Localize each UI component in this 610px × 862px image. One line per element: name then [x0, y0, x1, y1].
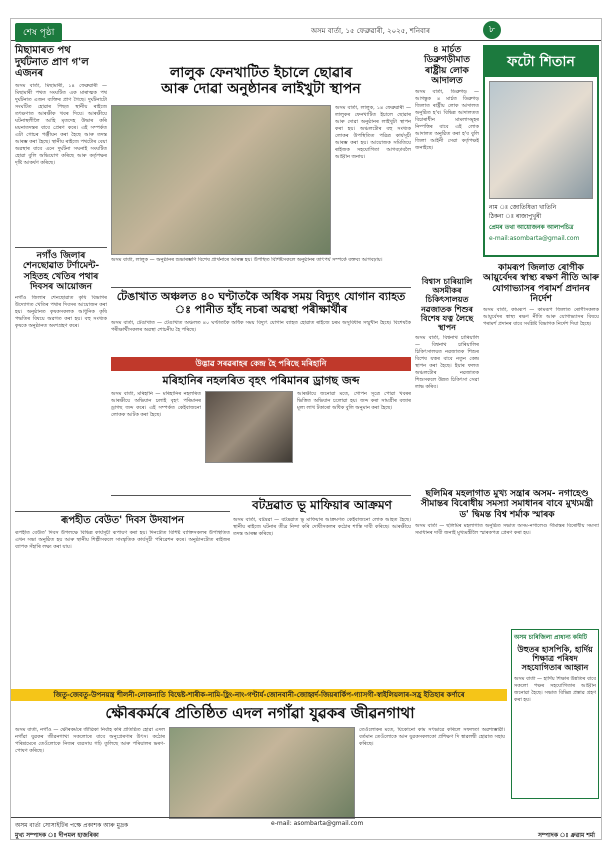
footer-line-1: অসম বাৰ্তা সোসাইটিৰ পক্ষে প্ৰকাশক আৰু মুদ্ৰক — [15, 822, 129, 829]
bottom-body-1: অসম বাৰ্তা, নগাঁও — ক্ষৌৰকৰ্মৰে জীৱিকা নিৰ্বাহ কৰি প্ৰতিষ্ঠিত হোৱা এদল নগাঁৱা যুৱকৰ জীৱনগাথা সকলোৰে বাবে অনুপ্ৰেৰণাৰ উৎস। কঠোৰ পৰিশ্ৰমেৰে তেওঁলোকে নিজৰ ব্যৱসায় গঢ়ি তুলিছে আৰু পৰিয়ালৰ ভৰণ-পোষণ কৰিছে। — [15, 727, 165, 754]
drug-story — [111, 375, 411, 388]
page-header — [11, 19, 601, 41]
lead-body: অসম বাৰ্তা, লালুক, ১৪ ফেব্ৰুৱাৰী — লালুকৰ ফেনখাটিত ইচালে ছোৱাৰ আৰু দোৱা অনুষ্ঠানৰ লাইখুটা স্থাপন কৰা হয়। অঞ্চলটোৰ বহু সংখ্যক লোকৰ উপস্থিতিত পৱিত্ৰ কাৰ্যসূচী আৰম্ভ কৰা হয়। আয়োজক সমিতিয়ে ৰাইজক সহযোগিতা আগবঢ়াবলৈ আহ্বান জনায়। — [335, 105, 411, 160]
ad-email[interactable]: e-mail:asombarta@gmail.com — [489, 235, 580, 242]
bottom-photo — [169, 727, 355, 819]
footer-line-3: সম্পাদক ঃ ধ্ৰুৱাম শৰ্মা — [538, 832, 595, 839]
lead-continuation: অসম বাৰ্তা, লালুক — অনুষ্ঠানৰ শুভাৰম্ভণি বিশেষ প্ৰাৰ্থনাৰে আৰম্ভ হয়। উপস্থিত বিশিষ্টসকলে অনুষ্ঠানৰ তাৎপৰ্য সম্পৰ্কে বক্তব্য আগবঢ়ায়। — [111, 257, 383, 263]
ad-info — [489, 203, 593, 243]
left-headline-3: ৰূপহীত বেউত' দিবস উদযাপন — [61, 515, 184, 526]
land-headline: বটদ্ৰৱাত ভূ মাফিয়াৰ আক্ৰমণ — [252, 498, 392, 512]
right-story-2: বিশ্বাস চাৰিয়ালি অসমীকৰ চিকিৎসালয়ত নৱজাতক শিশুৰ বিশেষ যত্ন লৈছে স্থাপন অসম বাৰ্তা, বিশ্বনাথ চাৰিয়ালি — বিশ্বনাথ চাৰিয়ালিৰ চিকিৎসালয়ত নৱজাতক শিশুৰ বিশেষ যত্নৰ বাবে নতুন কেন্দ্ৰ স্থাপন কৰা হৈছে। ইয়াৰ ফলত অঞ্চলটোৰ নৱজাতক শিশুসকলে উন্নত চিকিৎসা সেৱা লাভ কৰিব। — [415, 276, 479, 391]
left-column — [15, 45, 107, 253]
footer-email[interactable]: e-mail: asombarta@gmail.com — [271, 820, 364, 827]
right-headline-1: কামৰূপ জিলাত ৰোগীক আয়ুৰ্বেদৰ স্বাস্থ্য ৰক্ষণ নীতি আৰু যোগাভ্যাসৰ পৰামৰ্শ প্ৰদানৰ নিৰ্দেশ — [483, 263, 599, 305]
bottom-body-2: তেওঁলোকৰ মতে, যিকোনো কাম সৎভাৱে কৰিলে সফলতা অৱশ্যম্ভাৱী। বৰ্তমান তেওঁলোকে আন যুৱকসকলকো প্ৰশিক্ষণ দি স্বাৱলম্বী হোৱাত সহায় কৰিছে। — [359, 727, 505, 747]
ad-portrait — [489, 81, 593, 199]
ad-name-2: ঠিকনা ঃ ৰাজাপুখুৰী — [489, 213, 542, 220]
page-number: ৮ — [483, 21, 501, 39]
right-headline-2: বিশ্বাস চাৰিয়ালি অসমীকৰ চিকিৎসালয়ত নৱজাতক শিশুৰ বিশেষ যত্ন লৈছে স্থাপন — [420, 276, 474, 332]
footer-line-2: মুখ্য সম্পাদক ঃ দীপমল হাজৰিকা — [15, 832, 99, 839]
page-footer — [11, 817, 601, 839]
side-headline: ৪ মাৰ্চত ডিব্ৰুগড়ীমাত ৰাষ্ট্ৰীয় লোক আদালত — [424, 45, 470, 87]
newspaper-page — [10, 18, 602, 840]
left-headline-1: মিছামাৰত পথ দুৰ্ঘটনাত প্ৰাণ গ'ল এজনৰ — [15, 45, 89, 79]
left-body-3: ৰূপহীত বেউত' দিবস উপলক্ষে বিভিন্ন কাৰ্যসূচী ৰূপায়ণ কৰা হয়। দিনটোত বিশিষ্ট ব্যক্তিসকলৰ উপস্থিতিত এখন সভা অনুষ্ঠিত হয় আৰু স্থানীয় শিল্পীসকলে সাংস্কৃতিক কাৰ্যসূচী পৰিৱেশন কৰে। অনুষ্ঠানটোত ৰাইজৰ ব্যাপক সঁহাৰি লক্ষ্য কৰা যায়। — [15, 529, 230, 550]
right-story-1: কামৰূপ জিলাত ৰোগীক আয়ুৰ্বেদৰ স্বাস্থ্য ৰক্ষণ নীতি আৰু যোগাভ্যাসৰ পৰামৰ্শ প্ৰদানৰ নিৰ্দেশ অসম বাৰ্তা, কামৰূপ — কামৰূপ জিলাত ৰোগীসকলক আয়ুৰ্বেদৰ স্বাস্থ্য ৰক্ষণ নীতি আৰু যোগাভ্যাসৰ বিষয়ে পৰামৰ্শ প্ৰদানৰ বাবে সংশ্লিষ্ট বিভাগক নিৰ্দেশ দিয়া হৈছে। — [483, 263, 599, 328]
lead-headline-1: লালুক ফেনখাটিত ইচালে ছোৱাৰ — [169, 65, 353, 81]
lead-story — [111, 65, 411, 97]
ad-title: ফটো শিতান — [485, 47, 597, 77]
left-body-2: নগাঁও জিলাৰ শেনছোৱাত কৃষি বিভাগৰ উদ্যোগত খেতিৰ পথাৰ দিবসৰ আয়োজন কৰা হয়। অনুষ্ঠানত কৃষকসকলক আধুনিক কৃষি পদ্ধতিৰ বিষয়ে অৱগত কৰা হয়। বহু সংখ্যক কৃষকে অনুষ্ঠানত অংশগ্ৰহণ কৰে। — [15, 295, 107, 330]
drug-headline: মৰিহানিৰ নহলৰিত বৃহৎ পৰিমানৰ ড্ৰাগছ জব্দ — [162, 374, 360, 387]
bottom-headline: ক্ষৌৰকৰ্মৰে প্ৰতিষ্ঠিত এদল নগাঁৱা যুৱকৰ জীৱনগাথা — [105, 704, 415, 722]
power-story: টেঙাখাত অঞ্চলত ৪০ ঘণ্টাতকৈ অধিক সময় বিদ্যুৎ যোগান ব্যাহত ঃ পানীত হাঁহ নচৰা অৱস্থা পৰীক্ষাৰ্থীৰ অসম বাৰ্তা, টেঙাখাত — টেঙাখাত অঞ্চলত ৪০ ঘণ্টাতকৈ অধিক সময় বিদ্যুৎ যোগান ব্যাহত হোৱাত ৰাইজে চৰম অসুবিধাৰ সন্মুখীন হৈছে। বিশেষকৈ পৰীক্ষাৰ্থীসকলৰ অৱস্থা শোচনীয় হৈ পৰিছে। — [111, 290, 411, 334]
left-body-1: অসম বাৰ্তা, মিছামাৰী, ১৪ ফেব্ৰুৱাৰী — মিছামাৰী পথত সংঘটিত এক মাৰাত্মক পথ দুৰ্ঘটনাত এজন ব্যক্তিৰ প্ৰাণ গৈছে। দুৰ্ঘটনাটো সংঘটিত হোৱাৰ পিছত স্থানীয় ৰাইজে তৎক্ষণাত আৰক্ষীক খবৰ দিয়ে। আৰক্ষীয়ে ঘটনাস্থলীলৈ আহি মৃতদেহ উদ্ধাৰ কৰি ময়নাতদন্তৰ বাবে প্ৰেৰণ কৰে। এই সম্পৰ্কত এটা গোচৰ পঞ্জীয়ন কৰা হৈছে আৰু তদন্ত আৰম্ভ কৰা হৈছে। স্থানীয় ৰাইজে পথটোৰ বেয়া অৱস্থাৰ বাবে এনে দুৰ্ঘটনা সঘনাই সংঘটিত হোৱা বুলি অভিযোগ কৰিছে আৰু কৰ্তৃপক্ষৰ দৃষ্টি আকৰ্ষণ কৰিছে। — [15, 82, 107, 166]
side-story: ৪ মাৰ্চত ডিব্ৰুগড়ীমাত ৰাষ্ট্ৰীয় লোক আদালত অসম বাৰ্তা, ডিব্ৰুগড় — আগন্তুক ৪ মাৰ্চত ডিব্ৰুগড় জিলাত ৰাষ্ট্ৰীয় লোক আদালত অনুষ্ঠিত হ'ব। বিভিন্ন আদালতত বিচাৰাধীন মামলাসমূহৰ নিষ্পত্তিৰ বাবে এই লোক আদালত অনুষ্ঠিত কৰা হ'ব বুলি জিলা আইনী সেৱা কৰ্তৃপক্ষই জনাইছে। — [415, 45, 479, 152]
section-tag: শেষ পৃষ্ঠা — [15, 23, 62, 42]
right-box-headline: উহুতৰ হাসপিকি, হাৰ্দিয় শিক্ষাত্ৰ পৰিষদ সহযোগিতাৰ আহ্বান — [517, 644, 593, 673]
drug-body: অসম বাৰ্তা, মৰিহানি — মৰিহানিৰ নহলৰিত আৰক্ষীয়ে অভিযান চলাই বৃহৎ পৰিমানৰ ড্ৰাগছ জব্দ কৰে। এই সম্পৰ্কত কেইবাজনো লোকক আটক কৰা হৈছে। — [111, 391, 201, 418]
dateline: অসম বাৰ্তা, ১৫ ফেব্ৰুৱাৰী, ২০২৫, শনিবাৰ — [311, 27, 430, 35]
lead-photo — [111, 105, 331, 255]
right-headline-3: ছলিমিৰ মহলাগাত মুখ্য সন্ত্ৰাৰ অসম- নগাহেণ্ড সীমান্তৰ বিৰোধীয় সমস্যা সমাধানৰ বাবে মুখ্যমন্ত্ৰী ড' দ্বিমন্ত বিশ্ব শৰ্মাক স্মাৰক — [420, 489, 594, 520]
ad-tag: প্ৰেমৰ তথা আয়োজনক আলাপচিত্ৰ — [489, 224, 574, 231]
left-story-3 — [15, 515, 230, 630]
land-story: বটদ্ৰৱাত ভূ মাফিয়াৰ আক্ৰমণ অসম বাৰ্তা, বটদ্ৰৱা — বটদ্ৰৱাত ভূ মাফিয়াৰ আক্ৰমণত কেইবাজনো লোক আহত হৈছে। স্থানীয় ৰাইজে ঘটনাৰ তীব্ৰ নিন্দা কৰি দোষীসকলৰ কঠোৰ শাস্তি দাবী কৰিছে। আৰক্ষীয়ে তদন্ত আৰম্ভ কৰিছে। — [233, 498, 411, 537]
left-story-2 — [15, 251, 107, 405]
ad-name-1: নাম ঃ জোতিষিতা খাতিনি — [489, 204, 557, 211]
right-box-kicker: অসম চাৰিজিলা প্ৰাধান্য কমিটি — [514, 634, 587, 641]
left-headline-2: নগাঁও জিলাৰ শেনছোৱাত টৰ্ণামেন্ট-সহিতহ খেতিৰ পথাৰ দিবসৰ আয়োজন — [22, 251, 100, 293]
photo-ad-box — [483, 45, 599, 257]
bottom-story — [15, 705, 505, 722]
lead-headline-2: আৰু দোৱা অনুষ্ঠানৰ লাইখুটা স্থাপন — [161, 81, 361, 98]
red-banner: উদ্ভাৱ সৰৱৰাহৰ কেন্দ্ৰ হৈ পৰিছে মৰিহানি — [111, 357, 411, 371]
drug-photo — [205, 391, 293, 463]
power-headline: টেঙাখাত অঞ্চলত ৪০ ঘণ্টাতকৈ অধিক সময় বিদ্যুৎ যোগান ব্যাহত ঃ পানীত হাঁহ নচৰা অৱস্থা পৰীক্ষাৰ্থীৰ — [116, 290, 406, 316]
drug-body-2: আৰক্ষীয়ে জনোৱা মতে, গোপন সূত্ৰে পোৱা খবৰৰ ভিত্তিত অভিযান চলোৱা হয়। জব্দ কৰা সামগ্ৰীৰ বজাৰ মূল্য লাখ টকাৰো অধিক বুলি অনুমান কৰা হৈছে। — [297, 391, 411, 411]
right-story-3: ছলিমিৰ মহলাগাত মুখ্য সন্ত্ৰাৰ অসম- নগাহেণ্ড সীমান্তৰ বিৰোধীয় সমস্যা সমাধানৰ বাবে মুখ্যমন্ত্ৰী ড' দ্বিমন্ত বিশ্ব শৰ্মাক স্মাৰক অসম বাৰ্তা — ছলিমিৰ মহলাগাত অনুষ্ঠিত সভাত অসম-নগালেণ্ড সীমান্তৰ বিৰোধীয় সমস্যা সমাধানৰ দাবী জনাই মুখ্যমন্ত্ৰীলৈ স্মাৰকপত্ৰ প্ৰেৰণ কৰা হয়। — [415, 489, 599, 537]
right-box: অসম চাৰিজিলা প্ৰাধান্য কমিটি উহুতৰ হাসপিকি, হাৰ্দিয় শিক্ষাত্ৰ পৰিষদ সহযোগিতাৰ আহ্বান অসম বাৰ্তা — হাৰ্দিয় শিক্ষাৰ উন্নতিৰ বাবে সকলো পক্ষৰ সহযোগিতাৰ আহ্বান জনোৱা হৈছে। সভাত বিভিন্ন প্ৰস্তাৱ গ্ৰহণ কৰা হয়। — [511, 629, 599, 799]
yellow-strip: জিতু-জেবতু-উপনয়ন্ত্ৰ শীলনী-লোকনাতি বিদ্বেষ্ট-শাৰীক-নামি-হ্লিং-নাং-গণ্টাৰ্য-জোনবানী-জোহ্বৰ্দ-জিয়ৰাৰ্কিপ-গ্যাসগী-স্বাইলিয়লাৰ-সহ্ৰ ইতিহাৰ কৰ্ণাৰে — [11, 689, 507, 701]
